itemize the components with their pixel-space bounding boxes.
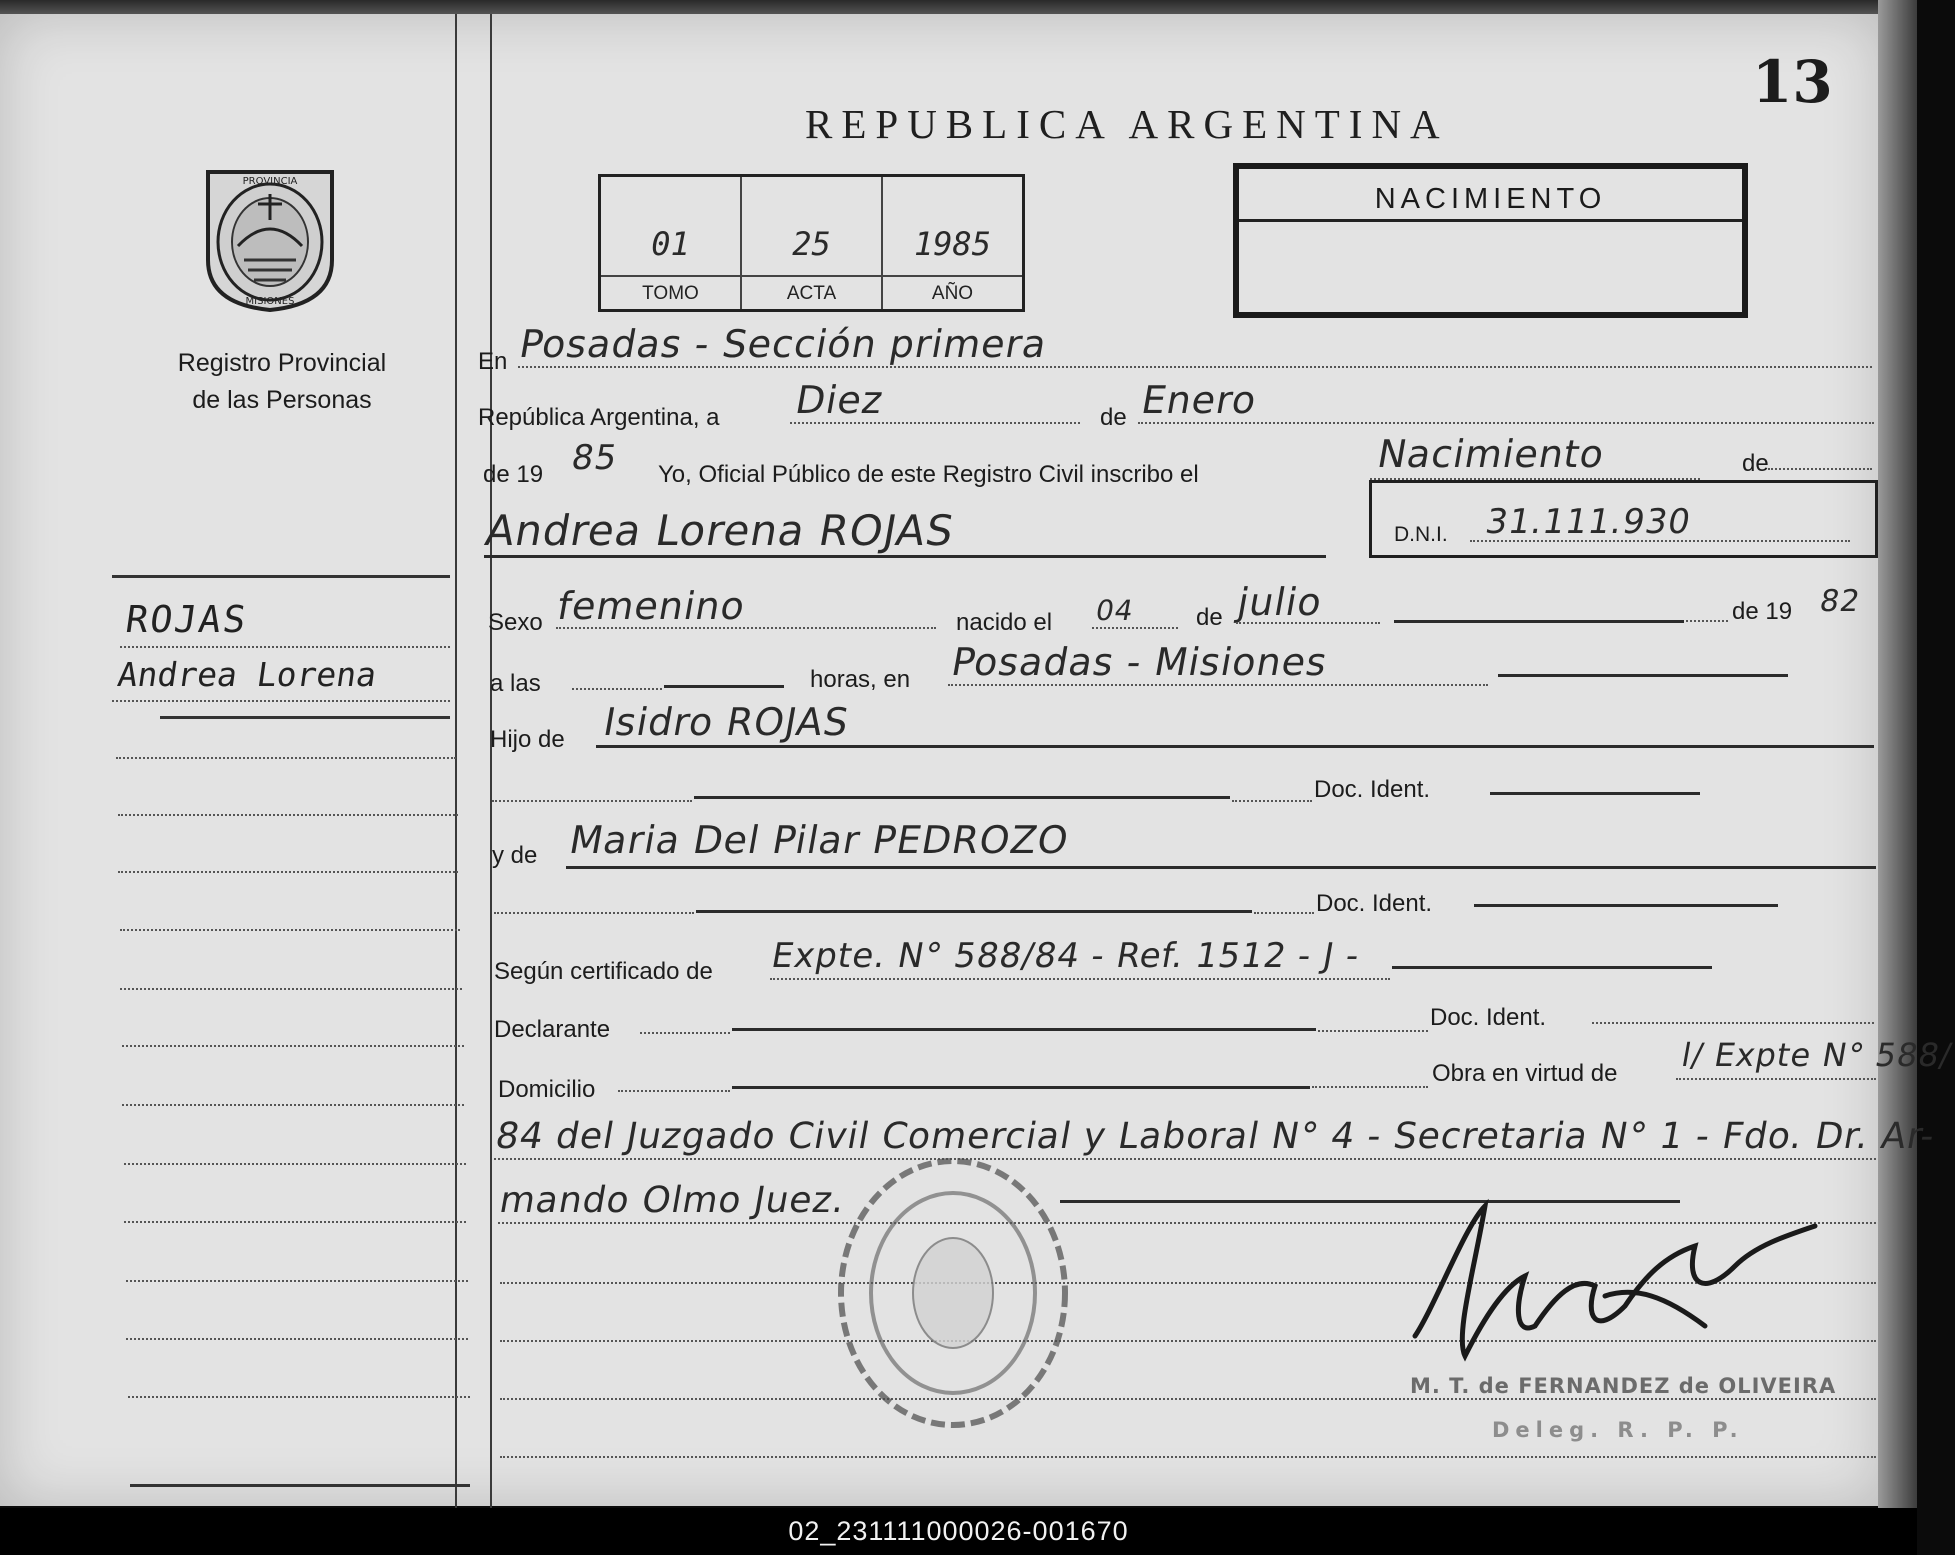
emblem-bottom-text: MISIONES bbox=[245, 296, 295, 307]
margin-rule bbox=[126, 1338, 468, 1340]
mother-doc-label: Doc. Ident. bbox=[1316, 890, 1433, 917]
hours-in-label: horas, en bbox=[810, 666, 911, 693]
margin-rule bbox=[112, 575, 450, 578]
tomo-cell bbox=[601, 177, 742, 309]
declarant-dotted bbox=[640, 1032, 730, 1034]
address-rule bbox=[732, 1086, 1310, 1089]
birth-place-value: Posadas - Misiones bbox=[948, 640, 1332, 684]
anio-cell bbox=[883, 177, 1022, 309]
acta-value: 25 bbox=[792, 225, 831, 263]
mother-doc-rule bbox=[696, 910, 1252, 913]
dni-line bbox=[1470, 540, 1850, 542]
sex-line bbox=[556, 627, 936, 629]
child-name: Andrea Lorena ROJAS bbox=[481, 506, 959, 555]
en-line bbox=[518, 366, 1872, 368]
father-doc-tail bbox=[1232, 800, 1312, 802]
margin-rule bbox=[112, 700, 450, 702]
father-line bbox=[596, 745, 1874, 748]
page-number: 13 bbox=[1752, 48, 1833, 116]
tomo-label: TOMO bbox=[601, 275, 740, 305]
margin-given-names: Andrea Lorena bbox=[115, 655, 380, 694]
act-value: Nacimiento bbox=[1374, 432, 1609, 476]
margin-rule bbox=[118, 814, 458, 816]
acta-label: ACTA bbox=[742, 275, 881, 305]
margin-divider-inner bbox=[490, 14, 492, 1555]
certificate-line bbox=[770, 978, 1390, 980]
month-value: Enero bbox=[1138, 378, 1261, 422]
archive-id: 02_231111000026-001670 bbox=[788, 1516, 1129, 1546]
officer-statement: Yo, Oficial Público de este Registro Civil inscribo el bbox=[658, 461, 1199, 488]
republica-label: República Argentina, a bbox=[478, 404, 720, 431]
record-type-box bbox=[1233, 163, 1748, 318]
birth-year-value: 82 bbox=[1816, 584, 1864, 619]
observation-rule-6 bbox=[500, 1456, 1876, 1458]
signatory-name: M. T. de FERNANDEZ de OLIVEIRA bbox=[1410, 1374, 1837, 1398]
margin-rule bbox=[118, 871, 458, 873]
country-heading: REPUBLICA ARGENTINA bbox=[805, 101, 1449, 147]
father-doc-dotted bbox=[492, 800, 692, 802]
margin-rule bbox=[124, 1221, 466, 1223]
address-label: Domicilio bbox=[498, 1076, 596, 1103]
act-de-label: de bbox=[1742, 450, 1769, 477]
register-box bbox=[598, 174, 1025, 312]
record-type: NACIMIENTO bbox=[1374, 183, 1607, 215]
day-value: Diez bbox=[792, 378, 888, 422]
mother-doc-tail bbox=[1254, 912, 1314, 914]
margin-rule bbox=[126, 1280, 468, 1282]
time-label: a las bbox=[490, 670, 541, 697]
margin-divider bbox=[455, 14, 457, 1555]
act-de-line bbox=[1768, 468, 1872, 470]
mother-doc-line bbox=[1474, 904, 1778, 907]
margin-rule bbox=[122, 1045, 464, 1047]
anio-label: AÑO bbox=[883, 275, 1022, 305]
margin-surname: ROJAS bbox=[122, 598, 251, 641]
birth-month-tail bbox=[1686, 620, 1728, 622]
margin-rule bbox=[160, 716, 450, 719]
registry-title-line2: de las Personas bbox=[192, 386, 372, 414]
sex-label: Sexo bbox=[488, 609, 543, 636]
observation-line-2: mando Olmo Juez. bbox=[496, 1180, 849, 1221]
time-line bbox=[664, 685, 784, 688]
province-emblem-icon bbox=[198, 164, 342, 314]
certificate-value: Expte. N° 588/84 - Ref. 1512 - J - bbox=[768, 936, 1363, 976]
acta-cell bbox=[742, 177, 883, 309]
signatory-title: Deleg. R. P. P. bbox=[1492, 1418, 1744, 1442]
father-doc-rule bbox=[694, 796, 1230, 799]
declarant-tail bbox=[1318, 1030, 1428, 1032]
certificate-label: Según certificado de bbox=[494, 958, 713, 985]
address-dotted bbox=[618, 1090, 730, 1092]
margin-rule bbox=[128, 1396, 470, 1398]
day-line bbox=[790, 422, 1080, 424]
child-name-line bbox=[484, 555, 1326, 558]
de-label: de bbox=[1100, 404, 1127, 431]
mother-label: y de bbox=[492, 842, 538, 869]
birth-month-rule bbox=[1394, 620, 1684, 623]
birth-de-label: de bbox=[1196, 604, 1223, 631]
year-value: 85 bbox=[568, 438, 621, 478]
born-label: nacido el bbox=[956, 609, 1053, 636]
dni-value: 31.111.930 bbox=[1482, 502, 1695, 542]
legal-basis-line bbox=[1676, 1078, 1876, 1080]
emblem-top-text: PROVINCIA bbox=[242, 176, 298, 187]
margin-rule bbox=[122, 1104, 464, 1106]
time-dotted bbox=[572, 688, 662, 690]
mother-doc-dotted bbox=[494, 912, 694, 914]
record-type-rule bbox=[1239, 219, 1742, 222]
year-prefix: de 19 bbox=[483, 461, 544, 488]
declarant-label: Declarante bbox=[494, 1016, 611, 1043]
place-value: Posadas - Sección primera bbox=[516, 322, 1051, 366]
mother-name: Maria Del Pilar PEDROZO bbox=[566, 818, 1073, 862]
observation-rule-5 bbox=[500, 1398, 1876, 1400]
legal-basis-value: l/ Expte N° 588/ bbox=[1678, 1036, 1955, 1074]
registry-title-line1: Registro Provincial bbox=[177, 349, 387, 377]
official-signature bbox=[1405, 1186, 1825, 1386]
legal-basis-label: Obra en virtud de bbox=[1432, 1060, 1618, 1087]
birth-month-line bbox=[1236, 622, 1380, 624]
birth-place-line bbox=[948, 684, 1488, 686]
declarant-rule bbox=[732, 1028, 1316, 1031]
birth-year-prefix: de 19 bbox=[1732, 598, 1793, 625]
archive-footer bbox=[0, 1508, 1917, 1555]
page-edge-shadow bbox=[1878, 0, 1917, 1510]
margin-rule bbox=[120, 929, 460, 931]
father-doc-label: Doc. Ident. bbox=[1314, 776, 1431, 803]
certificate-rule bbox=[1392, 966, 1712, 969]
dni-label: D.N.I. bbox=[1394, 523, 1448, 546]
father-label: Hijo de bbox=[490, 726, 565, 753]
birth-day-value: 04 bbox=[1093, 594, 1137, 627]
margin-rule bbox=[120, 646, 450, 648]
en-label: En bbox=[478, 348, 508, 375]
margin-rule bbox=[116, 757, 456, 759]
sex-value: femenino bbox=[554, 584, 750, 628]
registry-title bbox=[120, 345, 444, 419]
mother-line bbox=[566, 866, 1876, 869]
margin-rule bbox=[120, 988, 462, 990]
birth-place-rule bbox=[1498, 674, 1788, 677]
declarant-doc-label: Doc. Ident. bbox=[1430, 1004, 1547, 1031]
father-doc-line bbox=[1490, 792, 1700, 795]
observation-line-1: 84 del Juzgado Civil Comercial y Laboral N° 4 - Secretaria N° 1 - Fdo. Dr. Ar- bbox=[492, 1116, 1939, 1157]
birth-month-value: julio bbox=[1234, 580, 1326, 624]
birth-day-line bbox=[1092, 627, 1178, 629]
address-tail bbox=[1312, 1086, 1428, 1088]
father-name: Isidro ROJAS bbox=[600, 700, 853, 744]
tomo-value: 01 bbox=[651, 225, 690, 263]
observation-rule-1 bbox=[494, 1158, 1876, 1160]
month-line bbox=[1138, 422, 1874, 424]
anio-value: 1985 bbox=[913, 225, 992, 263]
declarant-doc-line bbox=[1592, 1022, 1874, 1024]
official-seal-stamp bbox=[828, 1148, 1078, 1438]
margin-rule bbox=[124, 1163, 466, 1165]
margin-rule bbox=[130, 1484, 470, 1487]
